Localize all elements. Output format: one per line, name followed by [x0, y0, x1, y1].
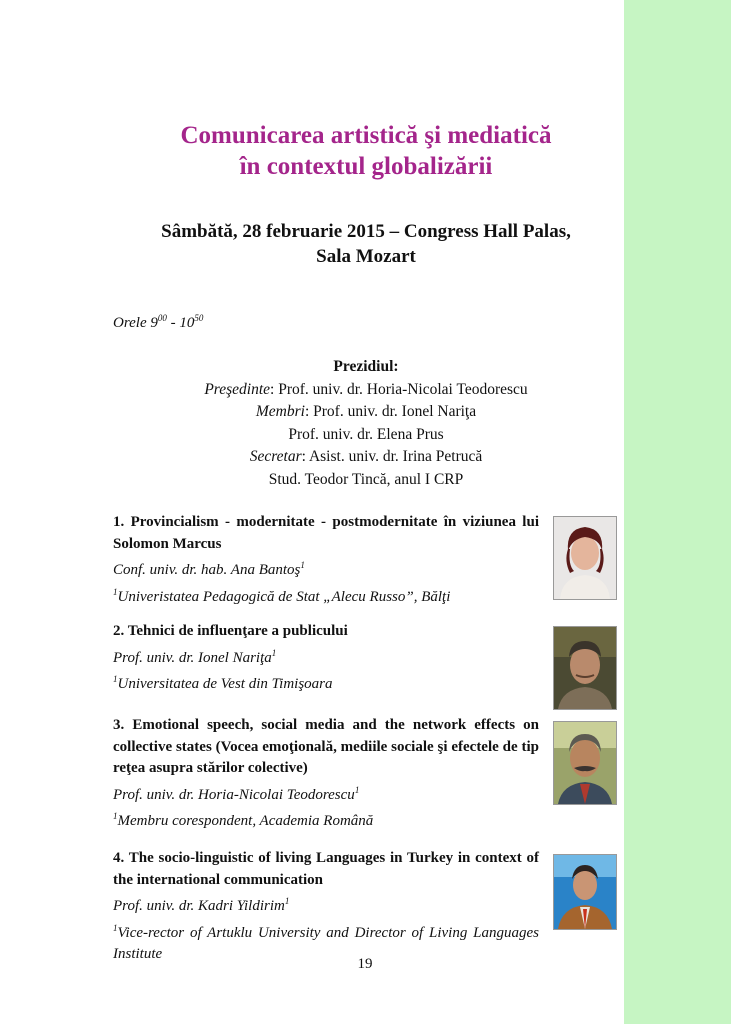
presidium-heading: Prezidiul: [333, 358, 399, 375]
presentation-author [113, 555, 539, 582]
author-name: Prof. univ. dr. Ionel Nariţa [113, 649, 272, 666]
presentation-title: 4. The socio-linguistic of living Languages in Turkey in context of the international communication [113, 850, 539, 888]
author-sup: 1 [284, 896, 290, 906]
affiliation-text: Universitatea de Vest din Timişoara [117, 676, 333, 692]
member-2: Prof. univ. dr. Elena Prus [288, 425, 444, 443]
speaker-photo-4 [553, 854, 617, 930]
hours-start-sup: 00 [157, 313, 167, 323]
presentation-item [113, 715, 539, 833]
presentation-author [113, 643, 539, 670]
presentation-author [113, 891, 539, 918]
title-line-2: în contextul globalizării [239, 153, 493, 180]
presidium [110, 356, 622, 491]
affiliation-sup: 1 [113, 586, 118, 597]
presentation-affiliation [113, 918, 539, 966]
author-name: Prof. univ. dr. Horia-Nicolai Teodorescu [113, 786, 355, 803]
session-date [110, 219, 622, 269]
presentation-item [113, 512, 539, 608]
speaker-photo-2 [553, 626, 617, 710]
affiliation-sup: 1 [113, 811, 118, 821]
affiliation-text: Membru corespondent, Academia Română [117, 813, 374, 829]
page-title [110, 120, 622, 182]
presentation-affiliation [113, 582, 539, 609]
speaker-photo-4-image [554, 855, 616, 929]
hours-separator: - 10 [166, 315, 195, 331]
presentation-title: 3. Emotional speech, social media and the network effects on collective states (Vocea emoţională, mediile sociale şi efectele de tip reţea asupra stărilor colective) [113, 717, 539, 776]
presentation-author [113, 780, 539, 807]
author-sup: 1 [354, 784, 360, 795]
president-role: Preşedinte [204, 380, 271, 398]
author-sup: 1 [271, 647, 277, 658]
author-sup: 1 [300, 560, 305, 570]
date-line-2: Sala Mozart [316, 246, 416, 267]
presentation-affiliation [113, 806, 539, 833]
affiliation-text: Univeristatea Pedagogică de Stat „Alecu Russo”, Bălţi [117, 588, 451, 605]
author-name: Conf. univ. dr. hab. Ana Bantoş [113, 562, 301, 578]
presentation-title: 2. Tehnici de influenţare a publicului [113, 623, 348, 639]
page-number: 19 [357, 956, 373, 972]
speaker-photo-3-image [554, 722, 616, 804]
date-line-1: Sâmbătă, 28 februarie 2015 – Congress Hall Palas, [161, 221, 571, 242]
presentation-item [113, 621, 539, 696]
affiliation-text: Vice-rector of Artuklu University and Director of Living Languages Institute [113, 924, 539, 962]
speaker-photo-3 [553, 721, 617, 805]
members-role: Membri [255, 403, 305, 420]
secretary-1: : Asist. univ. dr. Irina Petrucă [301, 448, 483, 465]
president-name: : Prof. univ. dr. Horia-Nicolai Teodorescu [270, 380, 528, 398]
affiliation-sup: 1 [113, 922, 118, 933]
secretary-role: Secretar [249, 448, 302, 465]
presidium-members [110, 401, 622, 424]
member-1: : Prof. univ. dr. Ionel Nariţa [304, 403, 477, 420]
presentation-affiliation [113, 669, 539, 696]
green-side-strip [624, 0, 731, 1024]
presidium-president [110, 379, 622, 402]
speaker-photo-2-image [554, 627, 616, 709]
presidium-secretary [110, 446, 622, 469]
author-name: Prof. univ. dr. Kadri Yildirim [113, 898, 285, 914]
session-hours [113, 313, 203, 332]
title-line-1: Comunicarea artistică şi mediatică [180, 122, 552, 149]
hours-end-sup: 50 [194, 313, 204, 323]
hours-prefix: Orele 9 [113, 315, 158, 331]
speaker-photo-1-image [554, 517, 616, 599]
speaker-photo-1 [553, 516, 617, 600]
presentation-title: 1. Provincialism - modernitate - postmodernitate în viziunea lui Solomon Marcus [113, 514, 539, 552]
presentation-item [113, 848, 539, 966]
affiliation-sup: 1 [113, 674, 118, 684]
secretary-2: Stud. Teodor Tincă, anul I CRP [268, 470, 464, 488]
